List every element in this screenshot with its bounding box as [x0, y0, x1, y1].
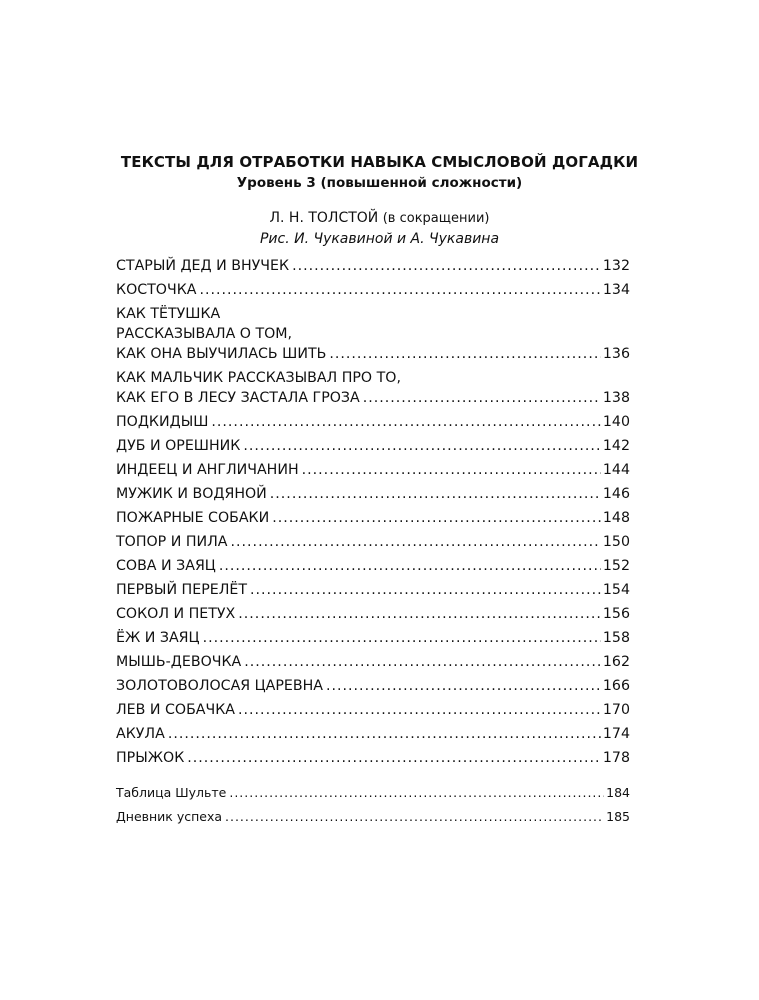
toc-page-number: 156	[602, 606, 630, 622]
toc-page-number: 170	[602, 702, 630, 718]
toc-entry-row	[116, 256, 630, 276]
toc-entry	[116, 436, 630, 456]
toc-page-number: 174	[602, 726, 630, 742]
dot-leader	[229, 783, 604, 803]
toc-entry-title: СОКОЛ И ПЕТУХ	[116, 606, 236, 622]
toc-entry	[116, 604, 630, 624]
toc-page-number: 166	[602, 678, 630, 694]
toc-entry-title: ПОЖАРНЫЕ СОБАКИ	[116, 510, 270, 526]
toc-entry-row	[116, 460, 630, 480]
dot-leader	[329, 344, 601, 364]
toc-entry-row	[116, 484, 630, 504]
dot-leader	[243, 436, 601, 456]
toc-entry-row	[116, 412, 630, 432]
toc-page-number: 140	[602, 414, 630, 430]
toc-entry-row	[116, 604, 630, 624]
dot-leader	[270, 484, 601, 504]
toc-entry	[116, 532, 630, 552]
toc-entry	[116, 652, 630, 672]
toc-entry	[116, 368, 630, 408]
toc-entry	[116, 748, 630, 768]
toc-page-number: 134	[602, 282, 630, 298]
author-note: (в сокращении)	[382, 211, 490, 226]
toc-page-number: 138	[602, 390, 630, 406]
dot-leader	[219, 556, 601, 576]
dot-leader	[272, 508, 601, 528]
toc-entry	[116, 412, 630, 432]
toc-entry-row	[116, 676, 630, 696]
toc-entry-title: МУЖИК И ВОДЯНОЙ	[116, 486, 267, 502]
toc-entry-title: ЛЕВ И СОБАЧКА	[116, 702, 236, 718]
toc-page-number: 150	[602, 534, 630, 550]
toc-page-number: 152	[602, 558, 630, 574]
level-subtitle: Уровень 3 (повышенной сложности)	[236, 175, 523, 191]
toc-entry-row	[116, 807, 630, 827]
toc-entry-title: КАК ТЁТУШКА	[116, 306, 221, 322]
toc-entry-title: СОВА И ЗАЯЦ	[116, 558, 216, 574]
toc-page-number: 146	[602, 486, 630, 502]
dot-leader	[238, 700, 601, 720]
toc-page-number: 185	[606, 809, 630, 824]
dot-leader	[363, 388, 601, 408]
toc-entry	[116, 484, 630, 504]
toc-entry-row	[116, 344, 630, 364]
toc-entry-title: СТАРЫЙ ДЕД И ВНУЧЕК	[116, 258, 290, 274]
toc-entry-row	[116, 532, 630, 552]
toc-entry-title: КОСТОЧКА	[116, 282, 197, 298]
toc-entry-title: ЗОЛОТОВОЛОСАЯ ЦАРЕВНА	[116, 678, 323, 694]
toc-page-number: 154	[602, 582, 630, 598]
toc-entry-title: ПЕРВЫЙ ПЕРЕЛЁТ	[116, 582, 248, 598]
author-line	[0, 210, 759, 226]
toc-entry-title: АКУЛА	[116, 726, 165, 742]
dot-leader	[326, 676, 601, 696]
dot-leader	[211, 412, 601, 432]
toc-page-number: 148	[602, 510, 630, 526]
dot-leader	[187, 748, 601, 768]
toc-entry-title: ПРЫЖОК	[116, 750, 185, 766]
toc-entry-row	[116, 436, 630, 456]
toc-entry-row	[116, 580, 630, 600]
toc-entry	[116, 460, 630, 480]
toc-entry	[116, 724, 630, 744]
author-name: Л. Н. ТОЛСТОЙ	[269, 210, 379, 226]
toc-entry-row	[116, 508, 630, 528]
toc-entry	[116, 628, 630, 648]
toc-entry	[116, 556, 630, 576]
toc-entry-title: ЁЖ И ЗАЯЦ	[116, 630, 200, 646]
toc-entry	[116, 807, 630, 827]
toc-entry-row	[116, 724, 630, 744]
section-gap	[116, 772, 630, 783]
toc-entry	[116, 700, 630, 720]
toc-entry-title: Таблица Шульте	[116, 785, 227, 800]
toc-entry	[116, 783, 630, 803]
dot-leader	[250, 580, 601, 600]
toc-entry-row	[116, 280, 630, 300]
dot-leader	[168, 724, 601, 744]
toc-entry-row	[116, 628, 630, 648]
dot-leader	[225, 807, 604, 827]
dot-leader	[238, 604, 601, 624]
toc-page-number: 158	[602, 630, 630, 646]
toc-entry-title: ИНДЕЕЦ И АНГЛИЧАНИН	[116, 462, 299, 478]
dot-leader	[231, 532, 601, 552]
table-of-contents	[116, 256, 630, 831]
toc-entry	[116, 508, 630, 528]
dot-leader	[244, 652, 601, 672]
toc-entry	[116, 580, 630, 600]
toc-page-number: 144	[602, 462, 630, 478]
section-title: ТЕКСТЫ ДЛЯ ОТРАБОТКИ НАВЫКА СМЫСЛОВОЙ ДОГАДКИ	[120, 153, 639, 171]
toc-entry	[116, 280, 630, 300]
dot-leader	[203, 628, 601, 648]
dot-leader	[292, 256, 601, 276]
toc-entry-row	[116, 556, 630, 576]
toc-entry	[116, 676, 630, 696]
toc-page-number: 136	[602, 346, 630, 362]
toc-entry	[116, 304, 630, 364]
toc-page-number: 162	[602, 654, 630, 670]
toc-entry-title: КАК МАЛЬЧИК РАССКАЗЫВАЛ ПРО ТО,	[116, 370, 401, 386]
toc-page-number: 142	[602, 438, 630, 454]
toc-entry-title: КАК ОНА ВЫУЧИЛАСЬ ШИТЬ	[116, 346, 327, 362]
toc-entry	[116, 256, 630, 276]
toc-entry-title: ПОДКИДЫШ	[116, 414, 209, 430]
toc-entry-row	[116, 748, 630, 768]
toc-page-number: 178	[602, 750, 630, 766]
dot-leader	[199, 280, 600, 300]
toc-entry-title: Дневник успеха	[116, 809, 223, 824]
toc-page-number: 132	[602, 258, 630, 274]
toc-entry-title: КАК ЕГО В ЛЕСУ ЗАСТАЛА ГРОЗА	[116, 390, 360, 406]
toc-entry-title: РАССКАЗЫВАЛА О ТОМ,	[116, 326, 293, 342]
toc-entry-title: ТОПОР И ПИЛА	[116, 534, 228, 550]
toc-entry-row	[116, 652, 630, 672]
illustrators-line: Рис. И. Чукавиной и А. Чукавина	[259, 231, 500, 247]
toc-entry-row	[116, 783, 630, 803]
toc-entry-title: ДУБ И ОРЕШНИК	[116, 438, 241, 454]
toc-entry-row	[116, 700, 630, 720]
dot-leader	[302, 460, 601, 480]
toc-entry-title: МЫШЬ-ДЕВОЧКА	[116, 654, 242, 670]
toc-entry-row	[116, 388, 630, 408]
toc-page-number: 184	[606, 785, 630, 800]
